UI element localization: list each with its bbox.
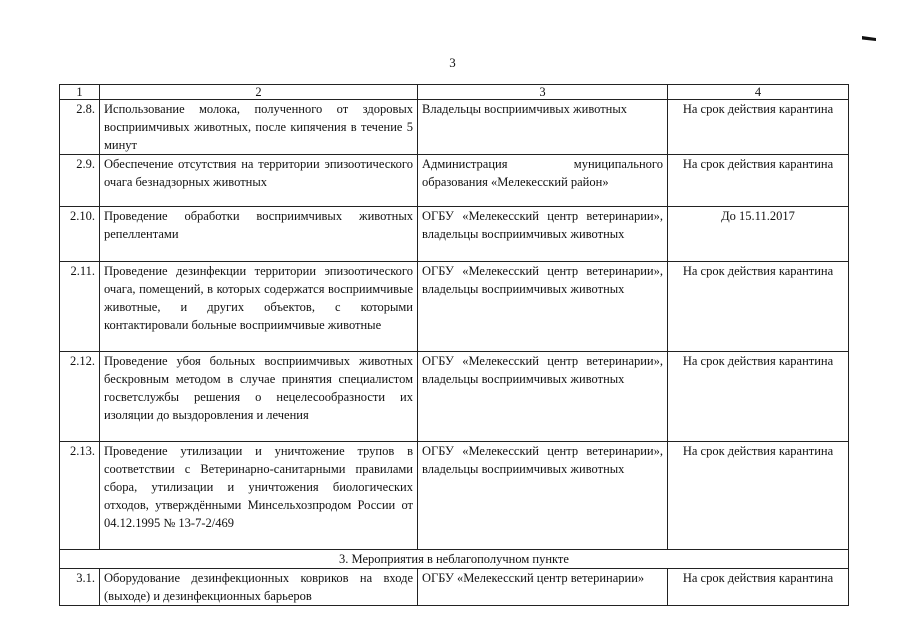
table-row	[60, 442, 849, 550]
measures-table	[59, 84, 849, 606]
row-deadline: На срок действия карантина	[668, 155, 849, 207]
header-col-4: 4	[668, 85, 849, 100]
table-row	[60, 207, 849, 262]
row-action: Проведение дезинфекции территории эпизоотического очага, помещений, в которых содержатся восприимчивые животные, и других объектов, с которыми контактировали больные восприимчивые животные	[100, 262, 418, 352]
section-row	[60, 550, 849, 569]
row-deadline: На срок действия карантина	[668, 352, 849, 442]
row-action: Проведение убоя больных восприимчивых животных бескровным методом в случае принятия специалистом госветслужбы решения о нецелесообразности их изоляции до выздоровления и лечения	[100, 352, 418, 442]
row-responsible: ОГБУ «Мелекесский центр ветеринарии», владельцы восприимчивых животных	[418, 442, 668, 550]
row-responsible: ОГБУ «Мелекесский центр ветеринарии», владельцы восприимчивых животных	[418, 262, 668, 352]
row-responsible: ОГБУ «Мелекесский центр ветеринарии», владельцы восприимчивых животных	[418, 352, 668, 442]
row-number: 2.11.	[60, 262, 100, 352]
row-responsible: ОГБУ «Мелекесский центр ветеринарии», владельцы восприимчивых животных	[418, 207, 668, 262]
row-deadline: До 15.11.2017	[668, 207, 849, 262]
row-action: Проведение обработки восприимчивых животных репеллентами	[100, 207, 418, 262]
table-row	[60, 100, 849, 155]
table-row	[60, 569, 849, 606]
row-responsible: Владельцы восприимчивых животных	[418, 100, 668, 155]
row-responsible: Администрация муниципального образования «Мелекесский район»	[418, 155, 668, 207]
table-row	[60, 155, 849, 207]
row-responsible: ОГБУ «Мелекесский центр ветеринарии»	[418, 569, 668, 606]
section-title: 3. Мероприятия в неблагополучном пункте	[60, 550, 849, 569]
table-row	[60, 352, 849, 442]
header-col-1: 1	[60, 85, 100, 100]
row-deadline: На срок действия карантина	[668, 569, 849, 606]
row-deadline: На срок действия карантина	[668, 442, 849, 550]
header-col-3: 3	[418, 85, 668, 100]
table-row	[60, 262, 849, 352]
row-number: 2.10.	[60, 207, 100, 262]
row-number: 2.12.	[60, 352, 100, 442]
scan-mark	[862, 36, 876, 41]
row-action: Использование молока, полученного от здоровых восприимчивых животных, после кипячения в течение 5 минут	[100, 100, 418, 155]
page-number: 3	[449, 55, 456, 70]
header-col-2: 2	[100, 85, 418, 100]
row-action: Оборудование дезинфекционных ковриков на входе (выходе) и дезинфекционных барьеров	[100, 569, 418, 606]
row-action: Обеспечение отсутствия на территории эпизоотического очага безнадзорных животных	[100, 155, 418, 207]
table-header-row	[60, 85, 849, 100]
row-number: 2.13.	[60, 442, 100, 550]
row-deadline: На срок действия карантина	[668, 262, 849, 352]
row-number: 3.1.	[60, 569, 100, 606]
row-action: Проведение утилизации и уничтожение трупов в соответствии с Ветеринарно-санитарными правилами сбора, утилизации и уничтожения биологических отходов, утверждёнными Минсельхозпродом России от 04.12.1995 № 13-7-2/469	[100, 442, 418, 550]
row-deadline: На срок действия карантина	[668, 100, 849, 155]
row-number: 2.9.	[60, 155, 100, 207]
row-number: 2.8.	[60, 100, 100, 155]
